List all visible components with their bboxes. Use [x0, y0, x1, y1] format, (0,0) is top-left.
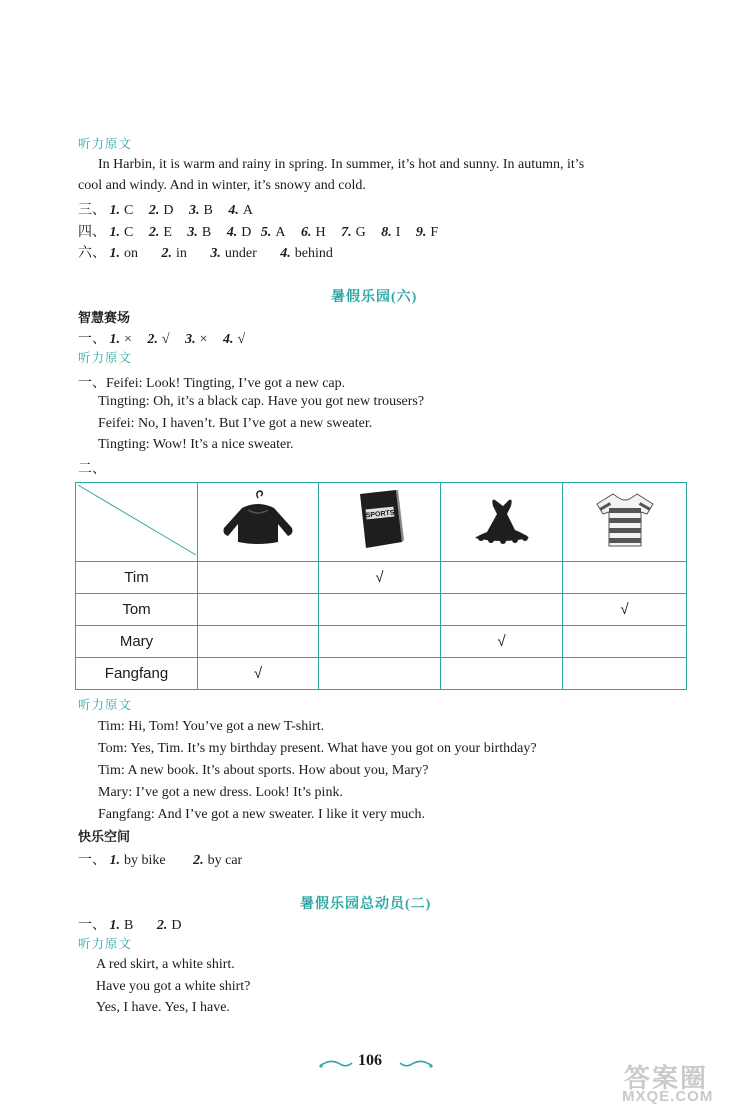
book-cell	[319, 483, 441, 562]
paragraph-line-2: cool and windy. And in winter, it’s snowy and cold.	[78, 178, 366, 193]
paragraph-line-1: In Harbin, it is warm and rainy in spring. In summer, it’s hot and sunny. In autumn, it’s	[98, 157, 585, 172]
dialog-line: Have you got a white shirt?	[96, 979, 251, 994]
t-shirt-icon	[593, 490, 657, 550]
sweater-cell	[198, 483, 319, 562]
answer-item: 1. on	[109, 246, 138, 261]
answer-prefix: 一、	[78, 853, 106, 868]
listening-text-label: 听力原文	[78, 351, 133, 365]
dialog-line: Tom: Yes, Tim. It’s my birthday present. What have you got on your birthday?	[98, 741, 537, 756]
dialog-line: Yes, I have. Yes, I have.	[96, 1000, 230, 1015]
answer-item: 3. B	[188, 203, 213, 218]
t-shirt-cell	[563, 483, 687, 562]
section-title-6: 暑假乐园(六)	[331, 290, 418, 305]
answer-item: 2. E	[148, 225, 172, 240]
sweater-icon	[218, 490, 298, 550]
answer-prefix: 四、	[78, 225, 106, 240]
answer-prefix: 一、	[78, 332, 106, 347]
section-title-total: 暑假乐园总动员(二)	[300, 897, 432, 912]
row-name: Tom	[76, 594, 198, 626]
mark-cell	[319, 626, 441, 658]
answer-item: 3. B	[187, 225, 212, 240]
answer-item: 4. A	[228, 203, 253, 218]
listening-text-label: 听力原文	[78, 937, 133, 951]
dress-cell	[441, 483, 563, 562]
answer-prefix: 二、	[78, 462, 106, 477]
mark-cell	[319, 658, 441, 690]
answer-item: 2. D	[148, 203, 174, 218]
dialog-line: 一、Feifei: Look! Tingting, I’ve got a new cap.	[78, 376, 346, 391]
answer-prefix: 六、	[78, 246, 106, 261]
answer-item: 4. behind	[280, 246, 333, 261]
answer-item: 1. B	[109, 918, 134, 933]
mark-cell: √	[319, 562, 441, 594]
answer-item: 9. F	[415, 225, 439, 240]
answer-item: 4. D	[226, 225, 252, 240]
answer-row-total-1	[78, 914, 181, 934]
answer-prefix: 一、	[78, 918, 106, 933]
watermark-text-bottom: MXQE.COM	[622, 1088, 714, 1105]
table-row	[76, 594, 687, 626]
table-row	[76, 562, 687, 594]
clothing-table	[75, 482, 687, 690]
diagonal-line	[76, 483, 198, 557]
answer-row-happy	[78, 849, 242, 869]
dialog-line: A red skirt, a white shirt.	[96, 957, 235, 972]
mark-cell	[563, 562, 687, 594]
answer-item: 7. G	[341, 225, 366, 240]
watermark-text-top: 答案圈	[624, 1063, 709, 1093]
table-row	[76, 626, 687, 658]
dress-icon	[467, 496, 537, 544]
dialog-line: Tim: A new book. It’s about sports. How about you, Mary?	[98, 763, 429, 778]
dialog-line: Fangfang: And I’ve got a new sweater. I like it very much.	[98, 807, 425, 822]
dialog-line: Tim: Hi, Tom! You’ve got a new T-shirt.	[98, 719, 325, 734]
answer-item: 6. H	[301, 225, 326, 240]
book-icon	[350, 488, 410, 552]
mark-cell	[198, 562, 319, 594]
diagonal-header-cell	[76, 483, 198, 562]
answer-item: 8. I	[381, 225, 401, 240]
page-number-ornament	[318, 1054, 434, 1072]
mark-cell	[441, 562, 563, 594]
answer-item: 4. √	[223, 332, 246, 347]
answer-row-6-1	[78, 328, 245, 348]
answer-row-3	[78, 199, 253, 219]
mark-cell	[319, 594, 441, 626]
mark-cell	[563, 626, 687, 658]
row-name: Tim	[76, 562, 198, 594]
dialog-line: Feifei: No, I haven’t. But I’ve got a new sweater.	[98, 416, 373, 431]
table-header-row	[76, 483, 687, 562]
subsection-happy-space: 快乐空间	[78, 830, 131, 845]
listening-text-label: 听力原文	[78, 698, 133, 712]
answer-item: 1. ×	[109, 332, 132, 347]
answer-prefix: 三、	[78, 203, 106, 218]
answer-item: 1. C	[109, 225, 134, 240]
answer-item: 2. by car	[193, 853, 243, 868]
row-name: Fangfang	[76, 658, 198, 690]
listening-text-label: 听力原文	[78, 137, 133, 151]
watermark-logo	[618, 1063, 744, 1106]
answer-item: 1. by bike	[109, 853, 166, 868]
table-row	[76, 658, 687, 690]
answer-item: 2. √	[147, 332, 170, 347]
mark-cell	[563, 658, 687, 690]
dialog-line: Mary: I’ve got a new dress. Look! It’s pink.	[98, 785, 343, 800]
svg-text:SPORTS: SPORTS	[364, 509, 395, 520]
row-name: Mary	[76, 626, 198, 658]
subsection-wisdom-arena: 智慧赛场	[78, 311, 131, 326]
mark-cell: √	[563, 594, 687, 626]
answer-item: 3. ×	[185, 332, 208, 347]
dialog-line: Tingting: Oh, it’s a black cap. Have you got new trousers?	[98, 394, 425, 409]
mark-cell: √	[441, 626, 563, 658]
answer-item: 5. A	[260, 225, 286, 240]
answer-row-6	[78, 242, 333, 262]
mark-cell	[198, 626, 319, 658]
answer-item: 2. D	[156, 918, 182, 933]
mark-cell	[441, 658, 563, 690]
page-number: 106	[358, 1052, 382, 1069]
mark-cell	[441, 594, 563, 626]
mark-cell: √	[198, 658, 319, 690]
answer-item: 2. in	[161, 246, 187, 261]
mark-cell	[198, 594, 319, 626]
answer-row-4	[78, 221, 438, 241]
answer-item: 1. C	[109, 203, 134, 218]
answer-item: 3. under	[210, 246, 257, 261]
dialog-line: Tingting: Wow! It’s a nice sweater.	[98, 437, 294, 452]
